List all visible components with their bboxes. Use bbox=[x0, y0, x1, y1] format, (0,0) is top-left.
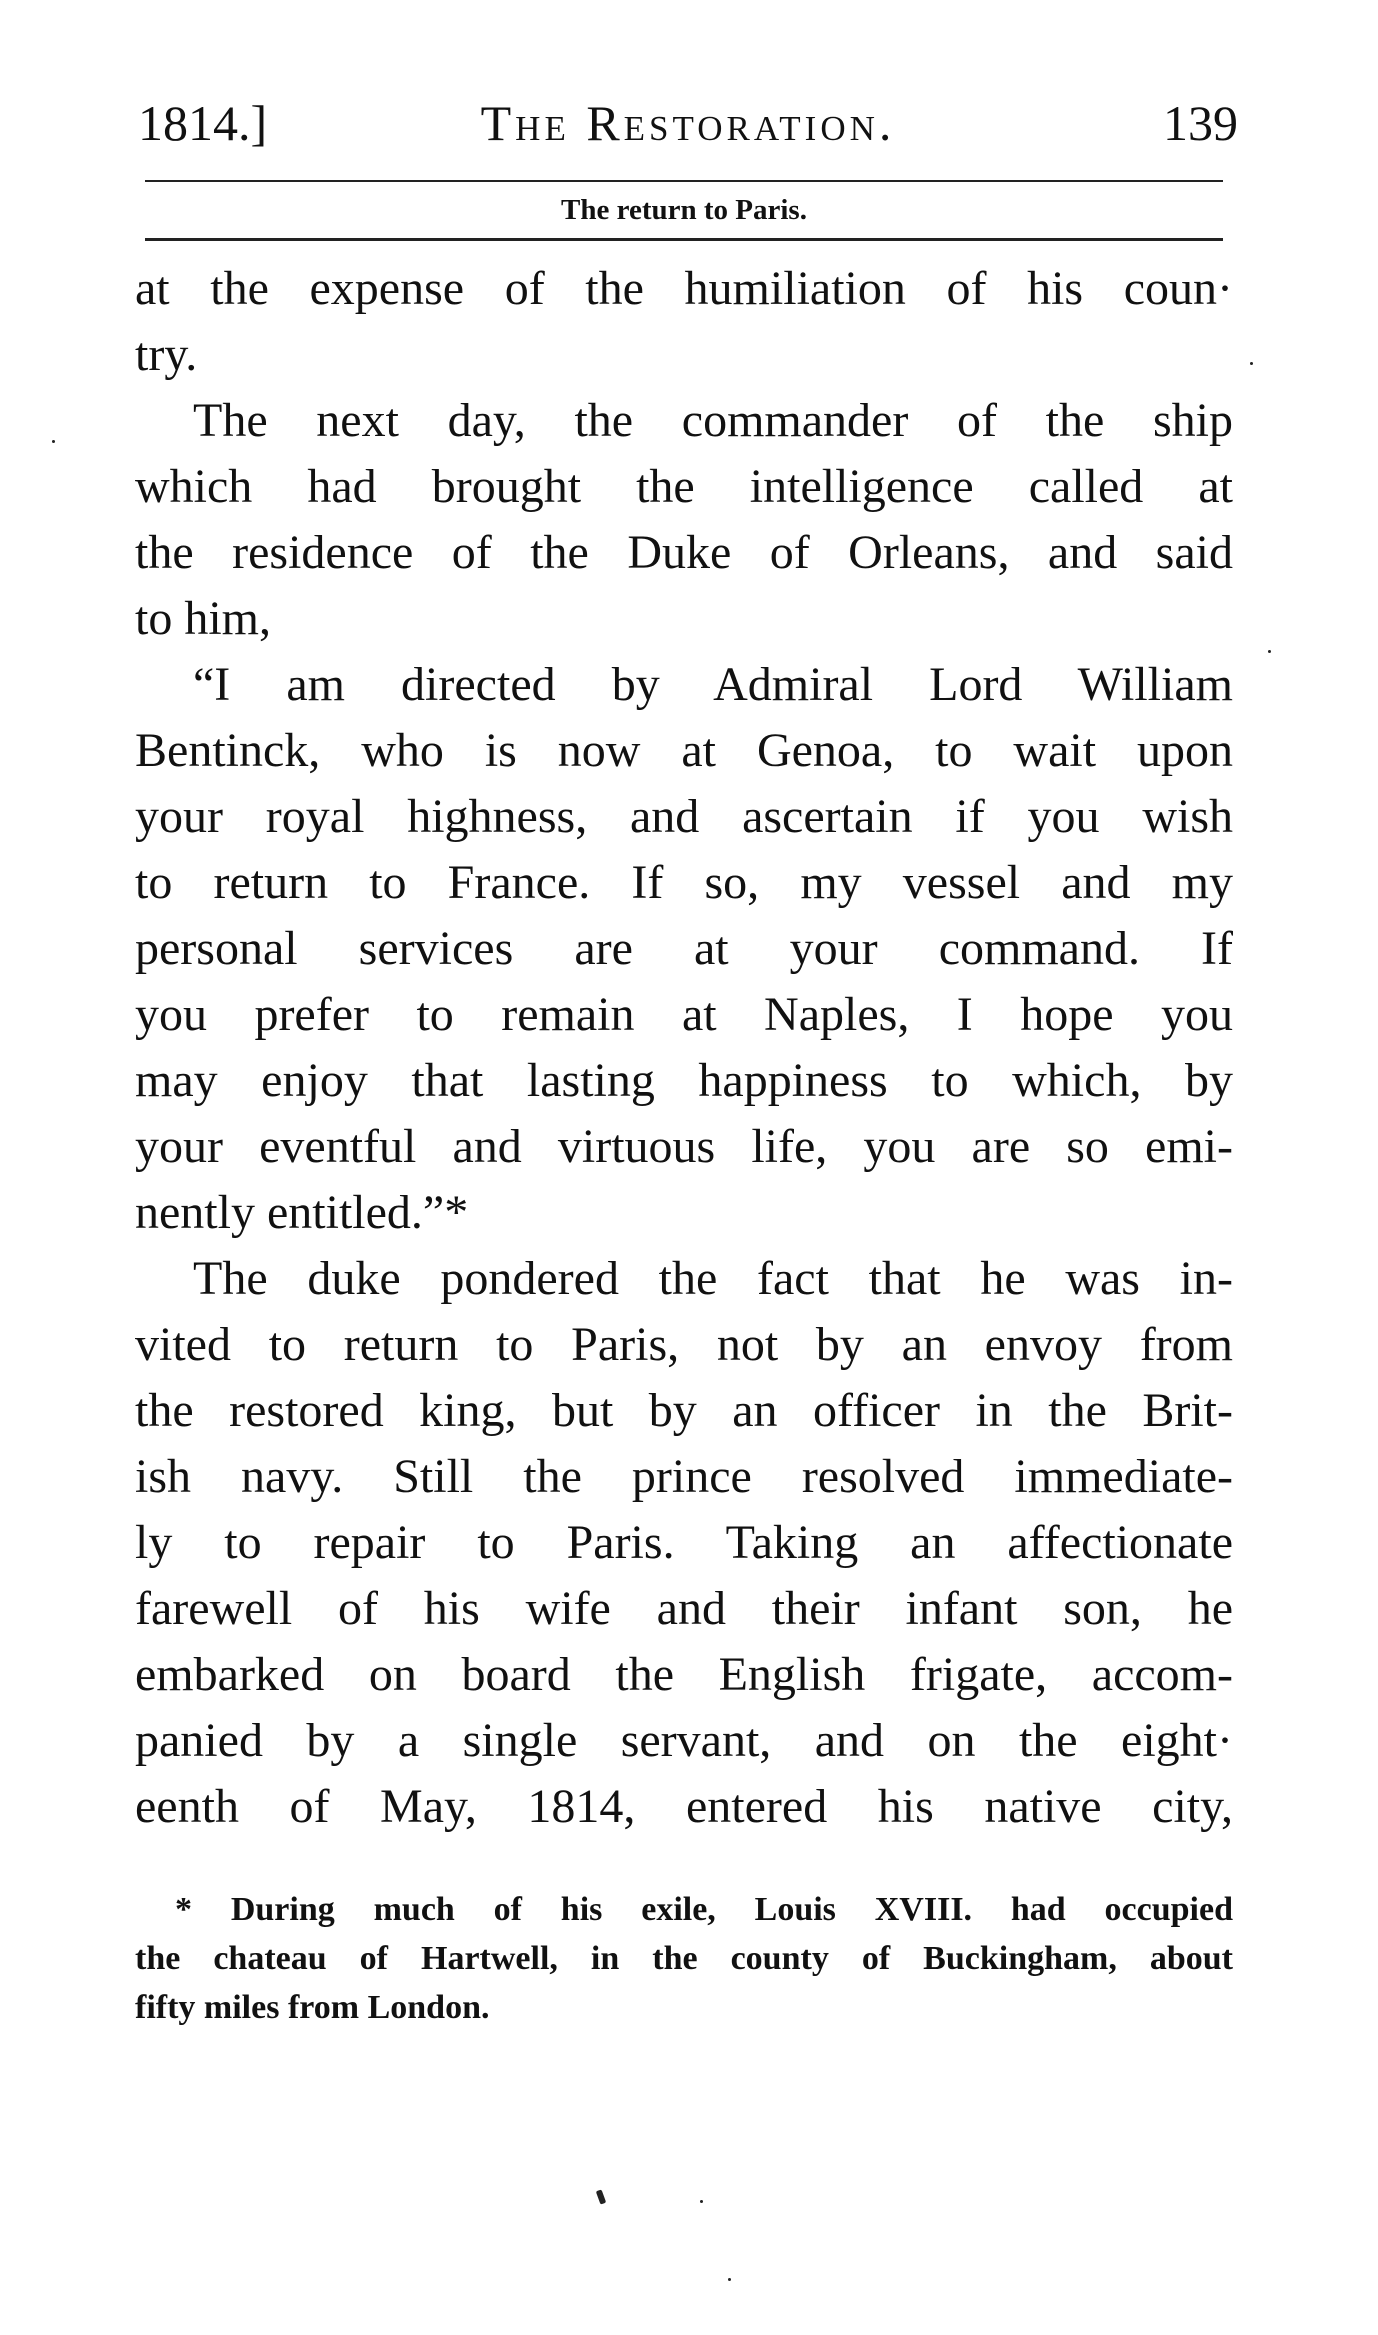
section-subheading: The return to Paris. bbox=[561, 194, 807, 226]
body-line: which had brought the intelligence called at bbox=[135, 460, 1233, 513]
header-rule-top bbox=[145, 180, 1223, 182]
body-line: may enjoy that lasting happiness to which, by bbox=[135, 1054, 1233, 1107]
body-line: ly to repair to Paris. Taking an affectionate bbox=[135, 1516, 1233, 1569]
ink-speck bbox=[728, 2278, 731, 2281]
body-line: The next day, the commander of the ship bbox=[193, 394, 1233, 447]
footnote-line: the chateau of Hartwell, in the county of Buckingham, about bbox=[135, 1940, 1233, 1977]
body-line: eenth of May, 1814, entered his native city, bbox=[135, 1780, 1233, 1833]
body-line: embarked on board the English frigate, accom- bbox=[135, 1648, 1233, 1701]
body-line: personal services are at your command. If bbox=[135, 922, 1233, 975]
body-text bbox=[135, 256, 1233, 1840]
body-line: to him, bbox=[135, 592, 272, 645]
body-line: at the expense of the humiliation of his coun· bbox=[135, 262, 1233, 315]
ink-speck bbox=[1268, 650, 1271, 653]
body-line: ish navy. Still the prince resolved immediate- bbox=[135, 1450, 1233, 1503]
ink-speck bbox=[596, 2189, 606, 2204]
body-line: to return to France. If so, my vessel and my bbox=[135, 856, 1233, 909]
ink-speck bbox=[52, 440, 55, 443]
body-line: try. bbox=[135, 328, 198, 381]
running-head-date: 1814.] bbox=[138, 95, 268, 151]
body-line: the residence of the Duke of Orleans, and said bbox=[135, 526, 1233, 579]
body-line: The duke pondered the fact that he was in- bbox=[193, 1252, 1233, 1305]
body-line: farewell of his wife and their infant son, he bbox=[135, 1582, 1233, 1635]
body-line: Bentinck, who is now at Genoa, to wait upon bbox=[135, 724, 1233, 777]
running-head bbox=[138, 88, 1238, 158]
page-number: 139 bbox=[1163, 95, 1238, 151]
body-line: your royal highness, and ascertain if you wish bbox=[135, 790, 1233, 843]
body-line: nently entitled.”* bbox=[135, 1186, 469, 1239]
body-line: vited to return to Paris, not by an envoy from bbox=[135, 1318, 1233, 1371]
body-line: panied by a single servant, and on the eight· bbox=[135, 1714, 1233, 1767]
ink-speck bbox=[1250, 362, 1253, 365]
running-head-title: The Restoration. bbox=[480, 95, 896, 151]
body-line: the restored king, but by an officer in the Brit- bbox=[135, 1384, 1233, 1437]
footnote-line: * During much of his exile, Louis XVIII. had occupied bbox=[175, 1891, 1233, 1928]
ink-speck bbox=[700, 2200, 703, 2203]
header-rule-bottom bbox=[145, 238, 1223, 241]
body-line: your eventful and virtuous life, you are so emi- bbox=[135, 1120, 1233, 1173]
body-line: “I am directed by Admiral Lord William bbox=[193, 658, 1233, 711]
footnote-line: fifty miles from London. bbox=[135, 1989, 490, 2026]
footnote bbox=[135, 1885, 1233, 2032]
body-line: you prefer to remain at Naples, I hope you bbox=[135, 988, 1233, 1041]
